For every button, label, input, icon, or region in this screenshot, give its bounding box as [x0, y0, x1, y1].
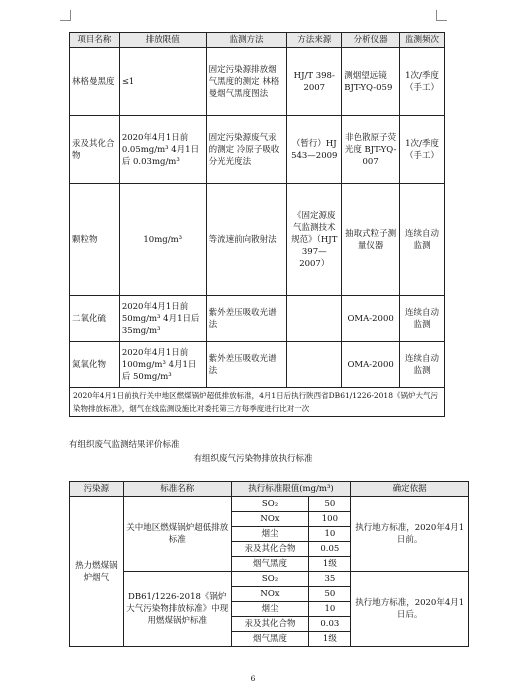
- table-cell: 汞及其化合物: [70, 116, 120, 184]
- table-cell: 紫外差压吸收光谱法: [206, 342, 287, 388]
- section-heading: 有组织废气监测结果评价标准: [69, 440, 180, 450]
- table-header-row: [70, 33, 445, 48]
- limit-cell: 10: [309, 527, 351, 542]
- table-cell: OMA-2000: [342, 342, 400, 388]
- table-cell: 颗粒物: [70, 184, 120, 296]
- monitoring-methods-table: [69, 32, 445, 417]
- pollutant-cell: NOx: [231, 587, 309, 602]
- header-cell: 执行标准限值(mg/m³): [231, 482, 351, 497]
- header-cell: 确定依据: [351, 482, 469, 497]
- table-cell: 2020年4月1日前 0.05mg/m³ 4月1日后 0.03mg/m³: [119, 116, 206, 184]
- table-cell: [287, 342, 342, 388]
- table-cell: 等流速前向散射法: [206, 184, 287, 296]
- table-cell: ≤1: [119, 48, 206, 116]
- header-cell: 监测频次: [400, 33, 445, 48]
- header-cell: 监测方法: [206, 33, 287, 48]
- table-row: [70, 48, 445, 116]
- limit-cell: 50: [309, 587, 351, 602]
- table-cell: HJ/T 398-2007: [287, 48, 342, 116]
- table-header-row: [70, 482, 469, 497]
- pollutant-cell: 汞及其化合物: [231, 617, 309, 632]
- standard-cell: DB61/1226-2018《锅炉大气污染物排放标准》中现用燃煤锅炉标准: [123, 572, 231, 647]
- table-caption: 有组织废气污染物排放执行标准: [193, 454, 313, 464]
- margin-corner-mark: [60, 10, 71, 21]
- source-cell: 热力燃煤锅炉烟气: [70, 497, 124, 647]
- header-cell: 分析仪器: [342, 33, 400, 48]
- table-cell: [287, 296, 342, 342]
- header-cell: 标准名称: [123, 482, 231, 497]
- table-row: [70, 572, 469, 587]
- table-cell: 2020年4月1日前 50mg/m³ 4月1日后 35mg/m³: [119, 296, 206, 342]
- table-row: [70, 296, 445, 342]
- table-cell: 连续自动监测: [400, 184, 445, 296]
- table-row: [70, 342, 445, 388]
- table-cell: 林格曼黑度: [70, 48, 120, 116]
- table-cell: 固定污染源排放烟气黑度的测定 林格曼烟气黑度图法: [206, 48, 287, 116]
- table-cell: 非色散原子荧光度 BJT-YQ-007: [342, 116, 400, 184]
- header-cell: 污染源: [70, 482, 124, 497]
- basis-cell: 执行地方标准，2020年4月1日前。: [351, 497, 469, 572]
- table-cell: 1次/季度 （手工）: [400, 48, 445, 116]
- table-cell: 氮氧化物: [70, 342, 120, 388]
- standard-cell: 关中地区燃煤锅炉超低排放标准: [123, 497, 231, 572]
- table-row: [70, 116, 445, 184]
- table-cell: 连续自动监测: [400, 296, 445, 342]
- limit-cell: 1级: [309, 632, 351, 647]
- margin-corner-mark: [436, 10, 447, 21]
- table-cell: 连续自动监测: [400, 342, 445, 388]
- limit-cell: 50: [309, 497, 351, 512]
- pollutant-cell: 烟尘: [231, 602, 309, 617]
- pollutant-cell: 烟尘: [231, 527, 309, 542]
- emission-standards-table: [69, 481, 469, 647]
- table-note: 2020年4月1日前执行关中地区燃煤锅炉超低排放标准，4月1日后执行陕西省DB61/1226-2018《锅炉大气污染物排放标准》，烟气在线监测设施比对委托第三方每季度进行比对一次: [70, 388, 445, 417]
- limit-cell: 35: [309, 572, 351, 587]
- table-cell: 紫外差压吸收光谱法: [206, 296, 287, 342]
- pollutant-cell: SO₂: [231, 497, 309, 512]
- table-row: [70, 184, 445, 296]
- limit-cell: 0.05: [309, 542, 351, 557]
- table-cell: OMA-2000: [342, 296, 400, 342]
- table-cell: 测烟望远镜 BJT-YQ-059: [342, 48, 400, 116]
- limit-cell: 10: [309, 602, 351, 617]
- header-cell: 项目名称: [70, 33, 120, 48]
- page-number: 6: [250, 674, 256, 683]
- table-cell: 《固定源废气监测技术规范》（HJT 397—2007）: [287, 184, 342, 296]
- table-row: [70, 497, 469, 512]
- table-cell: 二氧化硫: [70, 296, 120, 342]
- table-cell: （暂行）HJ 543—2009: [287, 116, 342, 184]
- header-cell: 方法来源: [287, 33, 342, 48]
- table-cell: 1次/季度 （手工）: [400, 116, 445, 184]
- pollutant-cell: 烟气黑度: [231, 632, 309, 647]
- pollutant-cell: 汞及其化合物: [231, 542, 309, 557]
- pollutant-cell: NOx: [231, 512, 309, 527]
- header-cell: 排放限值: [119, 33, 206, 48]
- table-cell: 2020年4月1日前 100mg/m³ 4月1日后 50mg/m³: [119, 342, 206, 388]
- pollutant-cell: 烟气黑度: [231, 557, 309, 572]
- limit-cell: 0.03: [309, 617, 351, 632]
- table-cell: 10mg/m³: [119, 184, 206, 296]
- table-cell: 抽取式粒子测量仪器: [342, 184, 400, 296]
- table-cell: 固定污染源废气汞的测定 冷原子吸收分光光度法: [206, 116, 287, 184]
- limit-cell: 1级: [309, 557, 351, 572]
- limit-cell: 100: [309, 512, 351, 527]
- basis-cell: 执行地方标准，2020年4月1日后。: [351, 572, 469, 647]
- pollutant-cell: SO₂: [231, 572, 309, 587]
- table-note-row: [70, 388, 445, 417]
